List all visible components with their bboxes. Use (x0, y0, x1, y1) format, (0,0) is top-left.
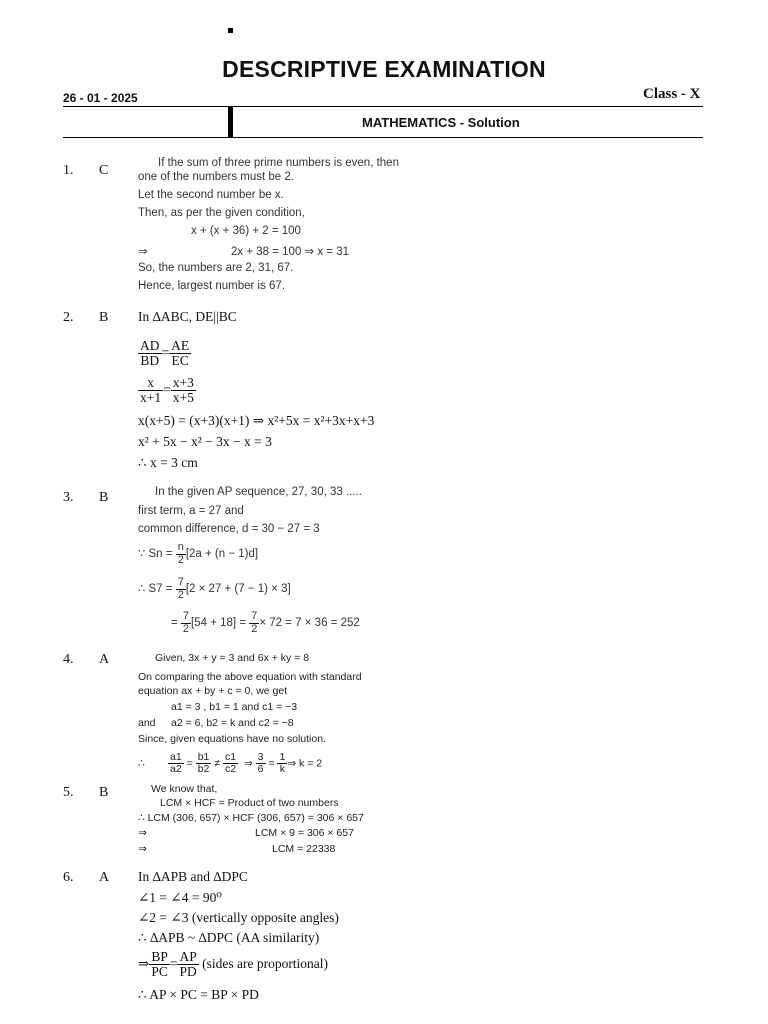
answer-option: A (99, 652, 110, 667)
question-number: 2. (63, 310, 74, 325)
numerator: AP (179, 949, 197, 964)
formula-text: = (171, 617, 181, 630)
solution-line: We know that, (151, 783, 218, 795)
formula-text: ⇒ k = 2 (287, 757, 323, 770)
solution-line: first term, a = 27 and (138, 505, 244, 517)
solution-line: ⇒ (138, 843, 147, 855)
denominator: 2 (177, 553, 184, 566)
question-number: 4. (63, 652, 74, 667)
solution-line: ∠2 = ∠3 (vertically opposite angles) (138, 910, 339, 925)
numerator: AE (171, 338, 190, 353)
fraction-equation: $\frac{x}{x+1}$ = $\frac{x+3}{x+5}$ (140, 375, 194, 406)
solution-line: a1 = 3 , b1 = 1 and c1 = −3 (171, 701, 298, 713)
ratio-condition: ∴ $\frac{a1}{a2}$ = $\frac{b1}{b2}$ ≠ $\frac{c1}{c2}$ ⇒ $\frac{3}{6}$ = $\frac{1}{k}$ ⇒ k = 2 (138, 751, 323, 776)
implies-symbol: ⇒ (243, 757, 253, 770)
solution-line: x² + 5x − x² − 3x − x = 3 (138, 434, 272, 449)
solution-line: In ∆ABC, DE||BC (138, 309, 237, 324)
solution-line: one of the numbers must be 2. (138, 171, 294, 183)
denominator: PD (179, 964, 197, 980)
question-number: 1. (63, 163, 74, 178)
numerator: AD (140, 338, 160, 353)
denominator: b2 (197, 763, 210, 776)
page-title: DESCRIPTIVE EXAMINATION (222, 56, 546, 82)
numerator: BP (151, 949, 168, 964)
numerator: c1 (224, 751, 237, 763)
numerator: 7 (177, 576, 184, 588)
formula-text: [2 × 27 + (7 − 1) × 3] (185, 583, 291, 596)
answer-option: C (99, 163, 109, 178)
numerator: x (138, 376, 163, 391)
solution-line: 2x + 38 = 100 ⇒ x = 31 (231, 246, 350, 258)
solution-line: ∴ ∆APB ~ ∆DPC (AA similarity) (138, 930, 320, 945)
solution-line: x(x+5) = (x+3)(x+1) ⇒ x²+5x = x²+3x+x+3 (138, 413, 375, 428)
answer-option: A (99, 870, 110, 885)
numerator: 7 (251, 610, 258, 622)
solution-line: x + (x + 36) + 2 = 100 (191, 225, 301, 237)
solution-line: ∴ LCM (306, 657) × HCF (306, 657) = 306 × 657 (138, 812, 364, 824)
denominator: a2 (170, 763, 182, 776)
question-number: 6. (63, 870, 74, 885)
denominator: BD (140, 353, 160, 369)
solution-line: Given, 3x + y = 3 and 6x + ky = 8 (155, 652, 310, 664)
numerator: b1 (197, 751, 210, 763)
solution-line: Hence, largest number is 67. (138, 280, 286, 292)
solution-line: LCM × HCF = Product of two numbers (160, 797, 339, 809)
formula-line (171, 611, 360, 635)
denominator: 2 (177, 588, 184, 601)
numerator: 1 (279, 751, 286, 763)
formula-text: [54 + 18] = (191, 617, 250, 630)
class-label: Class - X (643, 86, 701, 102)
numerator: x+3 (172, 375, 194, 390)
denominator: k (279, 763, 286, 776)
question-number: 5. (63, 785, 74, 800)
solution-line: ∠1 = ∠4 = 90⁰ (138, 890, 222, 905)
solution-line: common difference, d = 30 − 27 = 3 (138, 523, 320, 535)
formula-line (138, 542, 258, 566)
formula-line (138, 577, 291, 601)
answer-option: B (99, 490, 109, 505)
solution-line: On comparing the above equation with standard (138, 671, 362, 683)
formula-text: [2a + (n − 1)d] (185, 548, 259, 561)
exam-date: 26 - 01 - 2025 (63, 91, 138, 105)
formula-text: ∵ Sn = (138, 548, 176, 561)
numerator: 7 (182, 610, 190, 622)
header-dot (228, 28, 233, 33)
solution-line: ⇒ (138, 246, 148, 258)
numerator: n (177, 541, 184, 553)
numerator: 3 (257, 751, 264, 763)
header-divider (228, 106, 233, 138)
question-number: 3. (63, 490, 74, 505)
denominator: x+5 (172, 390, 194, 406)
solution-line: and (138, 717, 156, 729)
solution-line: Since, given equations have no solution. (138, 733, 326, 745)
fraction-equation: $\frac{AD}{BD}$ = $\frac{AE}{EC}$ (140, 338, 190, 369)
formula-text: × 72 = 7 × 36 = 252 (259, 617, 360, 630)
denominator: 2 (182, 622, 190, 635)
formula-text: ∴ S7 = (138, 583, 176, 596)
answer-option: B (99, 310, 109, 325)
fraction-equation: ⇒ $\frac{BP}{PC}$ = $\frac{AP}{PD}$ (sides are proportional) (138, 949, 329, 980)
solution-line: LCM × 9 = 306 × 657 (255, 827, 354, 839)
header-rule-bottom (63, 137, 703, 138)
solution-line: If the sum of three prime numbers is even, then (158, 157, 399, 169)
subject-label: MATHEMATICS - Solution (362, 115, 520, 130)
numerator: a1 (170, 751, 182, 763)
solution-line: equation ax + by + c = 0, we get (138, 685, 288, 697)
solution-note: (sides are proportional) (202, 955, 329, 971)
denominator: 6 (257, 763, 264, 776)
solution-line: ∴ x = 3 cm (138, 455, 198, 470)
denominator: PC (151, 964, 168, 980)
therefore-symbol: ∴ (138, 757, 145, 770)
denominator: EC (171, 353, 189, 369)
solution-line: In ∆APB and ∆DPC (138, 869, 248, 884)
solution-line: So, the numbers are 2, 31, 67. (138, 262, 294, 274)
denominator: x+1 (140, 390, 162, 406)
solution-line: Then, as per the given condition, (138, 207, 305, 219)
answer-option: B (99, 785, 109, 800)
solution-line: LCM = 22338 (272, 843, 336, 855)
solution-line: ⇒ (138, 827, 147, 839)
denominator: 2 (251, 622, 258, 635)
implies-symbol: ⇒ (138, 955, 150, 971)
solution-line: Let the second number be x. (138, 189, 284, 201)
solution-line: In the given AP sequence, 27, 30, 33 ..... (155, 486, 362, 498)
denominator: c2 (224, 763, 237, 776)
solution-line: ∴ AP × PC = BP × PD (138, 987, 259, 1002)
solution-line: a2 = 6, b2 = k and c2 = −8 (171, 717, 294, 729)
header-rule-top (63, 106, 703, 107)
